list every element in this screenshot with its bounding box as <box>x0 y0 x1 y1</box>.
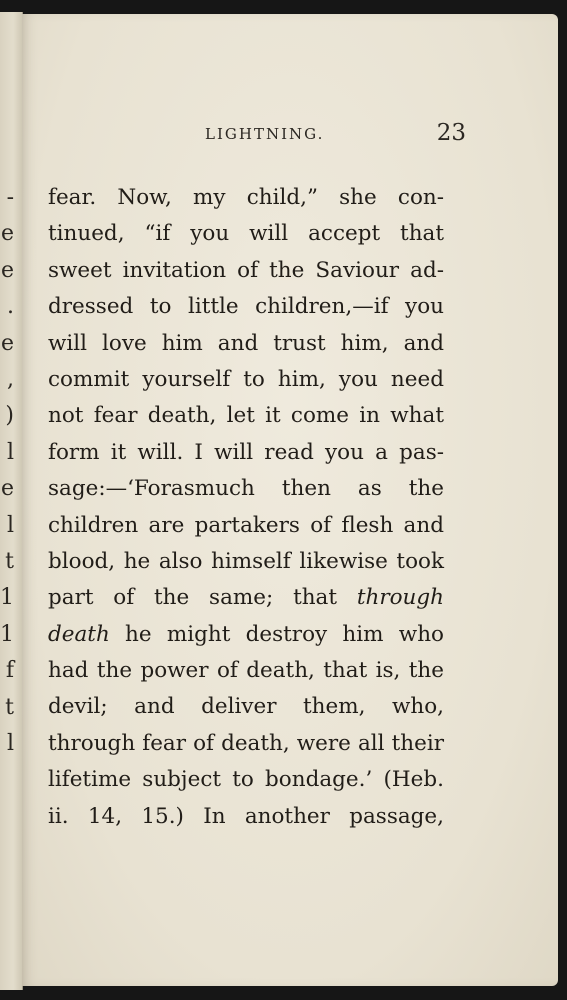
previous-page-edge <box>0 12 23 990</box>
text-line <box>48 471 444 507</box>
text-line <box>48 398 444 434</box>
text-line-content: commit yourself to him, you need <box>48 366 444 392</box>
text-line <box>48 689 444 725</box>
text-line-content: will love him and trust him, and <box>48 330 444 356</box>
text-line-content: lifetime subject to bondage.’ (Heb. <box>48 767 444 793</box>
previous-page-letter: f <box>5 658 14 684</box>
previous-page-letter: 1 <box>0 585 14 611</box>
text-line-content: form it will. I will read you a pas- <box>48 439 444 465</box>
previous-page-letter: . <box>7 294 14 320</box>
text-line <box>48 326 444 362</box>
text-line-content: blood, he also himself likewise took <box>48 548 444 574</box>
previous-page-letter: e <box>0 330 14 356</box>
page-number: 23 <box>436 120 466 146</box>
text-line <box>48 726 444 762</box>
text-line-content: devil; and deliver them, who, <box>48 694 444 720</box>
text-line <box>48 216 444 252</box>
previous-page-letter: e <box>0 221 14 247</box>
text-line <box>48 435 444 471</box>
previous-page-letter: e <box>0 476 14 502</box>
text-line-content: ii. 14, 15.) In another passage, <box>48 803 444 829</box>
text-line <box>48 617 444 653</box>
previous-page-letter: 1 <box>0 621 14 647</box>
previous-page-letter: - <box>6 185 14 210</box>
italic-emphasis: death <box>48 621 110 647</box>
text-line-content: through fear of death, were all their <box>48 730 444 756</box>
text-line-content: not fear death, let it come in what <box>48 403 444 429</box>
previous-page-letter: ) <box>5 403 14 429</box>
text-line-content: dressed to little children,—if you <box>48 294 444 320</box>
text-line <box>48 762 444 798</box>
text-line-content: had the power of death, that is, the <box>48 658 444 684</box>
previous-page-letter: , <box>7 367 14 392</box>
text-line <box>48 180 444 216</box>
body-text <box>48 180 444 835</box>
text-line <box>48 508 444 544</box>
text-line <box>48 544 444 580</box>
previous-page-letter: t <box>5 694 14 720</box>
text-line <box>48 289 444 325</box>
italic-emphasis: through <box>356 585 444 611</box>
text-line <box>48 580 444 616</box>
previous-page-letter: l <box>6 512 14 538</box>
text-line-content: tinued, “if you will accept that <box>48 221 444 247</box>
text-line <box>48 253 444 289</box>
text-line <box>48 799 444 835</box>
book-page <box>22 14 558 986</box>
text-line-content: fear. Now, my child,” she con- <box>48 185 444 210</box>
previous-page-letter: e <box>0 257 14 283</box>
text-line-content: children are partakers of flesh and <box>48 512 444 538</box>
text-line <box>48 653 444 689</box>
text-line-content: he might destroy him who <box>109 621 444 647</box>
previous-page-letter: t <box>5 549 14 574</box>
previous-page-letter: l <box>6 439 14 465</box>
running-head-title: LIGHTNING. <box>205 125 325 143</box>
text-line-content: part of the same; that <box>48 585 357 611</box>
text-line <box>48 362 444 398</box>
text-line-content: sage:—‘Forasmuch then as the <box>48 476 444 502</box>
previous-page-letter: l <box>6 731 14 756</box>
running-head <box>48 120 466 150</box>
text-line-content: sweet invitation of the Saviour ad- <box>48 257 444 283</box>
